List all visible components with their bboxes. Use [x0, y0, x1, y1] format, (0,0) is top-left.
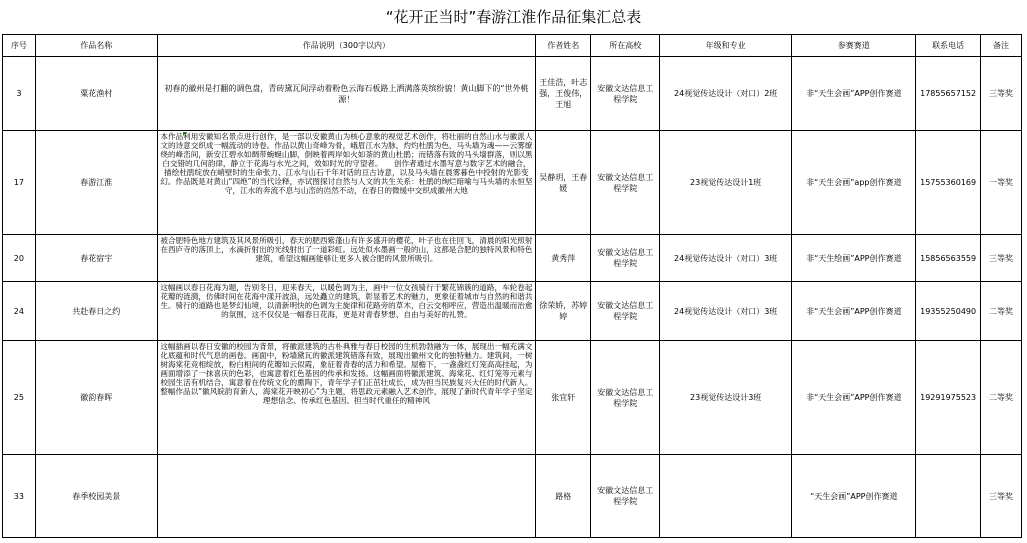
col-header-major[interactable]: 年级和专业 [660, 35, 792, 57]
cell-major[interactable]: 24视觉传达设计（对口）3班 [660, 282, 792, 341]
cell-no[interactable]: 24 [3, 282, 36, 341]
cell-author[interactable]: 黄秀萍 [536, 235, 591, 282]
cell-name[interactable]: 徽韵春晖 [35, 341, 157, 455]
cell-no[interactable]: 25 [3, 341, 36, 455]
table-row [3, 57, 1022, 131]
cell-name[interactable]: 粟花渔村 [35, 57, 157, 131]
col-header-no[interactable]: 序号 [3, 35, 36, 57]
cell-desc[interactable] [157, 455, 535, 538]
cell-school[interactable]: 安徽文达信息工程学院 [591, 235, 660, 282]
table-row [3, 131, 1022, 235]
cell-remark[interactable]: 三等奖 [980, 57, 1021, 131]
cell-remark[interactable]: 三等奖 [980, 235, 1021, 282]
cell-no[interactable]: 17 [3, 131, 36, 235]
cell-phone[interactable]: 19291975523 [916, 341, 981, 455]
cell-school[interactable]: 安徽文达信息工程学院 [591, 455, 660, 538]
cell-track[interactable]: 非“天生会画”APP创作赛道 [792, 341, 916, 455]
cell-no[interactable]: 3 [3, 57, 36, 131]
cell-remark[interactable]: 二等奖 [980, 282, 1021, 341]
cell-desc-text: 这幅插画以春日安徽的校园为背景，将徽派建筑的古朴典雅与春日校园的生机勃勃融为一体，展现出一幅充满文化底蕴和时代气息的画卷。画面中，粉墙黛瓦的徽派建筑错落有致，展现出徽州文化的独特魅力。建筑间，一树树海棠花竞相绽放，粉白相间的花瓣如云似霞，象征着青春的活力和希望。屋檐下，一盏盏红灯笼高高挂起，为画面增添了一抹喜庆的色彩，也寓意着红色基因的传承和发扬。这幅画面将徽派建筑、海棠花、红灯笼等元素与校园生活有机结合，寓意着在传统文化的熏陶下，青年学子们正茁壮成长，成为担当民族复兴大任的时代新人。整幅作品以“徽风皖韵育新人，海棠花开映初心”为主题，将思政元素融入艺术创作，展现了新时代青年学子坚定理想信念、传承红色基因、担当时代重任的精神风 [160, 342, 533, 405]
cell-track[interactable]: “天生会画”APP创作赛道 [792, 455, 916, 538]
cell-desc-text: 这幅画以春日花海为题，告别冬日，迎来春天，以暖色调为主，画中一位女孩骑行于繁花锦簇的道路，车轮卷起花瓣的涟漪，仿佛时间在花海中漾开波浪，远处矗立的建筑，彰显着艺术的魅力，更象征着城市与自然的和谐共生。骑行的道路也是梦幻仙境，以清新明快的色调为主旋律和花路旁的草木，白云交相呼应，营造出温暖而治愈的氛围，这不仅仅是一幅春日花海，更是对青春梦想、自由与美好的礼赞。 [160, 283, 533, 319]
cell-name[interactable]: 春游江淮 [35, 131, 157, 235]
cell-author[interactable]: 张宜轩 [536, 341, 591, 455]
cell-desc[interactable] [157, 282, 535, 341]
cell-remark[interactable]: 二等奖 [980, 341, 1021, 455]
cell-school[interactable]: 安徽文达信息工程学院 [591, 57, 660, 131]
table-row [3, 341, 1022, 455]
col-header-desc[interactable]: 作品说明（300字以内） [157, 35, 535, 57]
col-header-remark[interactable]: 备注 [980, 35, 1021, 57]
col-header-author[interactable]: 作者姓名 [536, 35, 591, 57]
col-header-phone[interactable]: 联系电话 [916, 35, 981, 57]
cell-desc[interactable] [157, 131, 535, 235]
header-row [3, 35, 1022, 57]
cell-major[interactable] [660, 455, 792, 538]
cell-major[interactable]: 24视觉传达设计（对口）3班 [660, 235, 792, 282]
cell-author[interactable]: 徐荣娇，苏婷婷 [536, 282, 591, 341]
cell-name[interactable]: 春季校园美景 [35, 455, 157, 538]
cell-desc-text: 被合肥特色地方建筑及其风景所吸引，春天的肥西紫蓬山有许多盛开的樱花，叶子也在往回飞，清晨的阳光照射在西庐寺的落顶上，水滴折射出的光线射出了一道彩虹。远处似水墨画一般的山，这都是合肥的独特风景和特色建筑，希望这幅画能够让更多人被合肥的风景所吸引。 [160, 236, 533, 263]
cell-track[interactable]: 非“天生会画”app创作赛道 [792, 131, 916, 235]
col-header-track[interactable]: 参赛赛道 [792, 35, 916, 57]
cell-name[interactable]: 共赴春日之约 [35, 282, 157, 341]
cell-author[interactable]: 吴静玥，王春媛 [536, 131, 591, 235]
col-header-school[interactable]: 所在高校 [591, 35, 660, 57]
cell-school[interactable]: 安徽文达信息工程学院 [591, 131, 660, 235]
cell-no[interactable]: 33 [3, 455, 36, 538]
cell-name[interactable]: 春花宿宇 [35, 235, 157, 282]
cell-author[interactable]: 路格 [536, 455, 591, 538]
cell-remark[interactable]: 三等奖 [980, 455, 1021, 538]
cell-phone[interactable]: 15856563559 [916, 235, 981, 282]
cell-phone[interactable]: 15755360169 [916, 131, 981, 235]
cell-major[interactable]: 23视觉传达设计1班 [660, 131, 792, 235]
page-title: “花开正当时”春游江淮作品征集汇总表 [385, 8, 642, 26]
cell-school[interactable]: 安徽文达信息工程学院 [591, 282, 660, 341]
col-header-name[interactable]: 作品名称 [35, 35, 157, 57]
table-row [3, 235, 1022, 282]
cell-phone[interactable]: 19355250490 [916, 282, 981, 341]
cell-no[interactable]: 20 [3, 235, 36, 282]
table-row [3, 282, 1022, 341]
cell-track[interactable]: 非“天生会画”APP创作赛道 [792, 282, 916, 341]
cell-remark[interactable]: 一等奖 [980, 131, 1021, 235]
cell-desc[interactable] [157, 235, 535, 282]
cell-major[interactable]: 24视觉传达设计（对口）2班 [660, 57, 792, 131]
cell-desc-text: 本作品利用安徽知名景点进行创作，是一部以安徽黄山为核心意象的视觉艺术创作，将壮丽的自然山水与徽派人文的诗意交织成一幅流动的诗卷。作品以黄山奇峰为骨，峨眉江水为脉，灼灼杜鹃为色，马头墙为魂——云雾缭绕的峰峦间，新安江碧水如绸带蜿蜒山脚，倒映着两岸如火如荼的黄山杜鹃；而错落有致的马头墙群落，则以黑白交错的几何韵律，静立于花海与水光之间，效如时光的守望者。 创作者通过水墨写意与数字艺术的融合，描绘杜鹃绽放在峭壁时的生命张力、江水与山石千年对话的亘古诗意，以及马头墙在晨雾暮色中投射的光影变幻。作品既是对黄山“四绝”的当代诠释，亦试图探讨自然与人文的共生关系：杜鹃的绚烂暗喻与马头墙的永恒坚守，江水的奔流不息与山峦的岿然不动，在春日的微缓中交织成徽州大地 [160, 132, 533, 195]
cell-track[interactable]: 非“天生会画”APP创作赛道 [792, 57, 916, 131]
cell-track[interactable]: 非“天生绘画”APP创作赛道 [792, 235, 916, 282]
cell-desc[interactable] [157, 341, 535, 455]
submissions-table [2, 34, 1022, 538]
cell-major[interactable]: 23视觉传达设计3班 [660, 341, 792, 455]
cell-school[interactable]: 安徽文达信息工程学院 [591, 341, 660, 455]
cell-phone[interactable] [916, 455, 981, 538]
cell-desc[interactable]: 初春的徽州是打翻的调色盘，青砖黛瓦间浮动着粉色云海石板路上洒满落英缤纷貌！黄山脚下的“世外桃源！ [157, 57, 535, 131]
cell-author[interactable]: 王佳浩，叶志强，王俊伟，王旭 [536, 57, 591, 131]
table-row [3, 455, 1022, 538]
cell-phone[interactable]: 17855657152 [916, 57, 981, 131]
